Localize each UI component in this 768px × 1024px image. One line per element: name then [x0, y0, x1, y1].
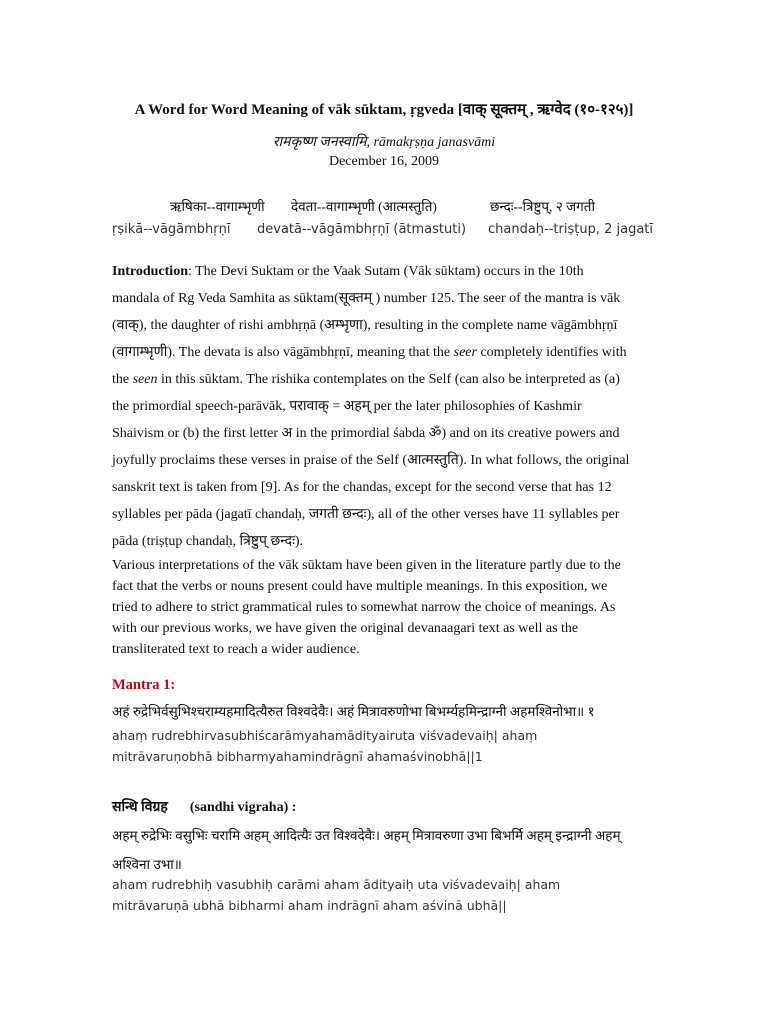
mantra-heading: Mantra 1: [112, 677, 176, 693]
mantra-translit-line-1: ahaṃ rudrebhirvasubhiścarāmyahamādityairuta viśvadevaiḥ| ahaṃ [112, 728, 538, 743]
chandas-translit: chandaḥ--triṣṭup, 2 jagatī [488, 222, 654, 237]
sandhi-heading-english: (sandhi vigraha) : [189, 800, 297, 815]
devata-devanagari: देवता--वागाम्भृणी (आत्मस्तुति) [291, 199, 437, 214]
introduction-tail: Various interpretations of the vāk sūktam have been given in the literature partly due to the fact that the verbs or nouns present could have multiple meanings. In this exposition, we tried to adhere to strict grammatical rules to somewhat narrow the choice of meanings. As with our previous works, we have given the original devanaagari text as well as the transliterated text to reach a wider audience. [112, 558, 621, 657]
introduction-text: : The Devi Suktam or the Vaak Sutam (Vāk sūktam) occurs in the 10th mandala of Rg Veda Samhita as sūktam(सूक्तम् ) number 125. The seer of the mantra is vāk (वाक्), the daughter of rishi ambhṛṇā (अम्भृणा), resulting in the complete name vāgāmbhṛṇī (वागाम्भृणी). The devata is also vāgāmbhṛṇī, meaning that the [112, 264, 621, 360]
author-line: रामकृष्ण जनस्वामि, rāmakṛṣṇa janasvāmi [272, 135, 496, 150]
rishika-translit: ṛṣikā--vāgāmbhṛṇī [112, 222, 231, 237]
introduction-paragraph [112, 258, 632, 660]
sandhi-translit-line-1: aham rudrebhiḥ vasubhiḥ carāmi aham ādityaiḥ uta viśvadevaiḥ| aham [112, 877, 561, 892]
sandhi-devanagari-line-2: अश्विना उभा॥ [112, 857, 182, 872]
devata-translit: devatā--vāgāmbhṛṇī (ātmastuti) [257, 222, 467, 237]
mantra-translit-line-2: mitrāvaruṇobhā bibharmyahamindrāgnī ahamaśvinobhā||1 [112, 749, 483, 764]
sandhi-heading-devanagari: सन्धि विग्रह [112, 800, 168, 815]
mantra-devanagari: अहं रुद्रेभिर्वसुभिश्चराम्यहमादित्यैरुत विश्वदेवैः। अहं मित्रावरुणोभा बिभर्म्यहमिन्द्राग्नी अहमश्विनोभा॥ १ [112, 704, 595, 719]
seer-emphasis: seer [453, 345, 477, 360]
meta-transliteration [0, 222, 768, 242]
rishika-devanagari: ऋषिका--वागाम्भृणी [170, 199, 265, 214]
introduction-label: Introduction [112, 264, 188, 279]
sandhi-translit-line-2: mitrāvaruṇā ubhā bibharmi aham indrāgnī aham aśvinā ubhā|| [112, 898, 507, 913]
sandhi-devanagari-line-1: अहम् रुद्रेभिः वसुभिः चरामि अहम् आदित्यैः उत विश्वदेवैः। अहम् मित्रावरुणा उभा बिभर्मि अहम् इन्द्राग्नी अहम् [112, 828, 621, 843]
introduction-text-2: completely identifies with the [112, 345, 627, 387]
seen-emphasis: seen [132, 372, 158, 387]
meta-devanagari [0, 197, 768, 217]
sandhi-heading [112, 797, 296, 816]
document-date: December 16, 2009 [328, 154, 440, 169]
document-title: A Word for Word Meaning of vāk sūktam, ṛgveda [वाक् सूक्तम् , ऋग्वेद (१०-१२५)] [134, 102, 634, 118]
introduction-text-3: in this sūktam. The rishika contemplates on the Self (can also be interpreted as (a) the primordial speech-parāvāk, परावाक् = अहम् per the later philosophies of Kashmir Shaivism or (b) the first letter अ in the primordial śabda ॐ) and on its creative powers and joyfully proclaims these verses in praise of the Self (आत्मस्तुति). In what follows, the original sanskrit text is taken from [9]. As for the chandas, except for the second verse that has 12 syllables per pāda (jagatī chandaḥ, जगती छन्दः), all of the other verses have 11 syllables per pāda (triṣṭup chandaḥ, त्रिष्टुप् छन्दः). [112, 372, 630, 549]
chandas-devanagari: छन्दः--त्रिष्टुप्, २ जगती [490, 199, 595, 214]
